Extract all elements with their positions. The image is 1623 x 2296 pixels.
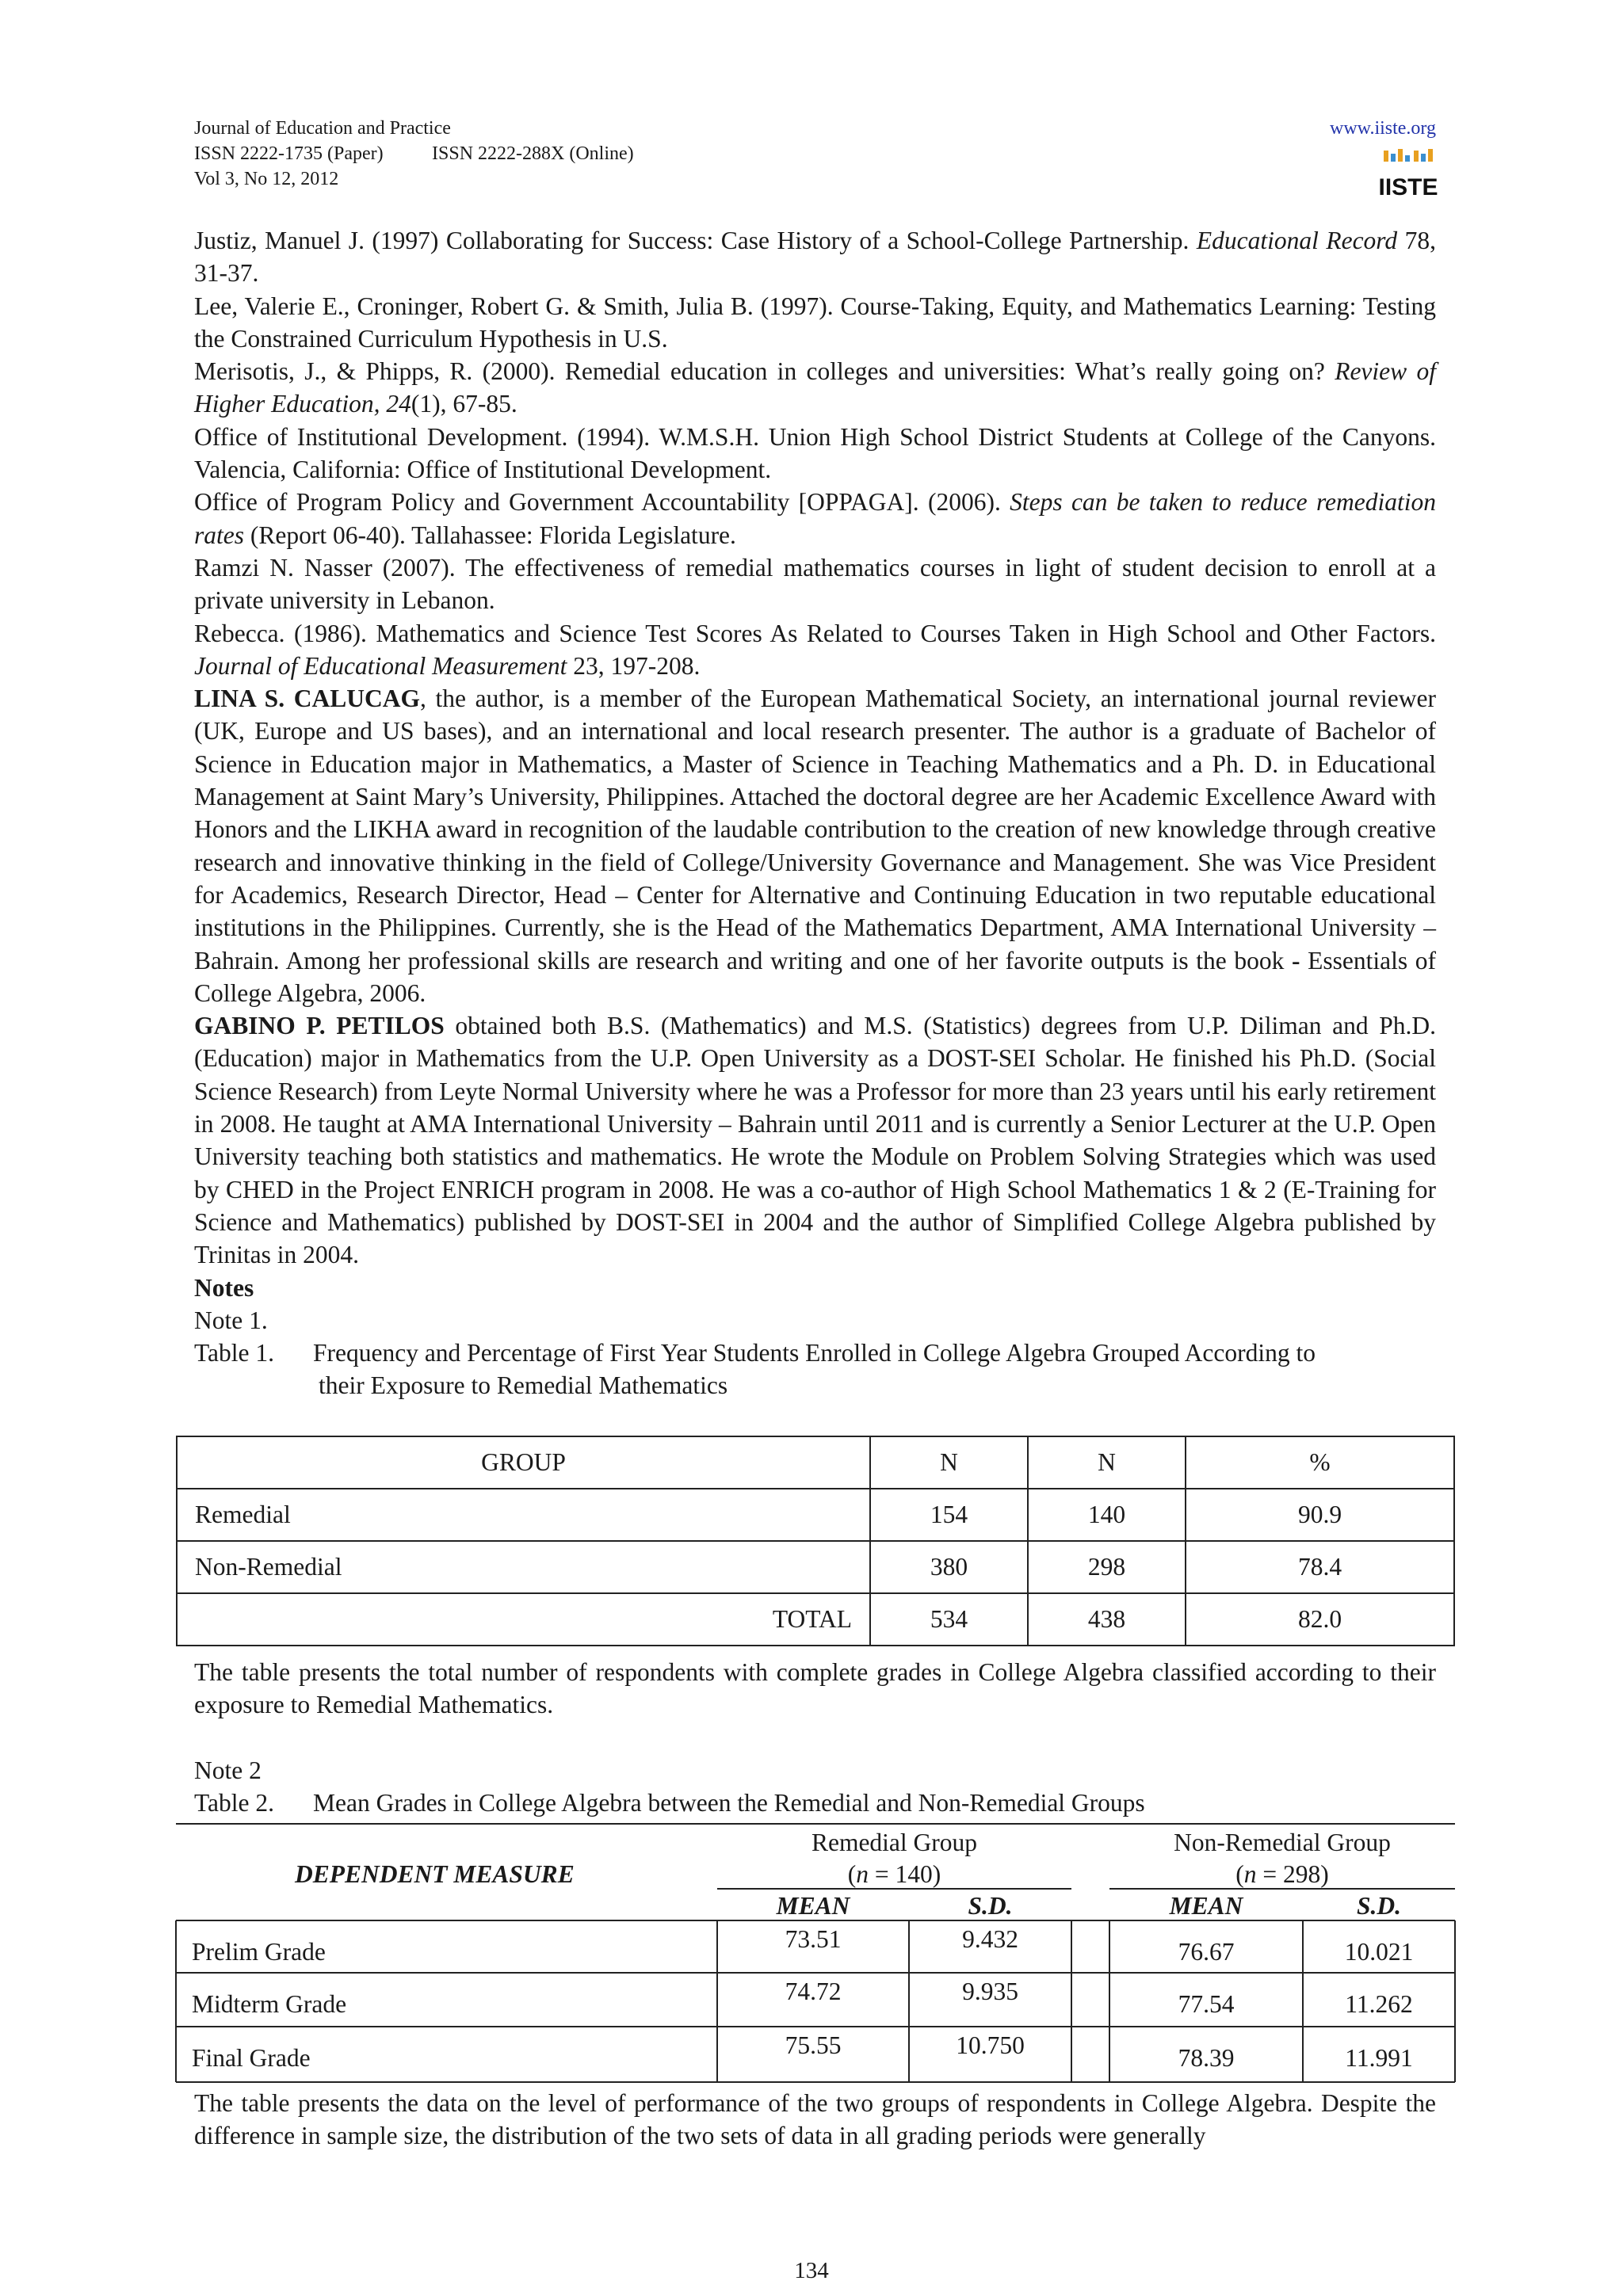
table1-caption: Table 1. Frequency and Percentage of First Year Students Enrolled in College Algebra Grouped According to their Exposure to Remedial Mathematics: [194, 1337, 1436, 1402]
issn-paper: ISSN 2222-1735 (Paper): [194, 143, 384, 164]
row-label: Prelim Grade: [192, 1938, 326, 1966]
logo-text: IISTE: [1378, 174, 1438, 200]
table2-label: Table 2.: [194, 1789, 275, 1817]
cell: 77.54: [1178, 1990, 1235, 2018]
page-number: 134: [794, 2258, 829, 2283]
cell: 11.991: [1345, 2044, 1413, 2072]
group2-header: Non-Remedial Group (n = 298): [1174, 1829, 1391, 1888]
reference-5: Office of Program Policy and Government Accountability [OPPAGA]. (2006). Steps can be taken to reduce remediation rates (Report 06-40). Tallahassee: Florida Legislature.: [194, 488, 1437, 549]
table-row: [177, 1541, 1454, 1593]
reference-6: Ramzi N. Nasser (2007). The effectiveness of remedial mathematics courses in light of student decision to enroll at a private university in Lebanon.: [194, 553, 1436, 615]
cell: 90.9: [1186, 1489, 1454, 1541]
cell: 78.4: [1186, 1541, 1454, 1593]
cell: 78.39: [1178, 2044, 1235, 2072]
row-label: Final Grade: [192, 2044, 311, 2072]
issn-online: ISSN 2222-288X (Online): [432, 143, 634, 164]
author-bio-calucag: LINA S. CALUCAG, the author, is a member of the European Mathematical Society, an international journal reviewer (UK, Europe and US bases), and an international and local research presenter. The author is a graduate of Bachelor of Science in Education major in Mathematics, a Master of Science in Teaching Mathematics and a Ph. D. in Educational Management at Saint Mary’s University, Philippines. Attached the doctoral degree are her Academic Excellence Award with Honors and the LIKHA award in recognition of the laudable contribution to the creation of new knowledge through creative research and innovative thinking in the field of College/University Governance and Management. She was Vice President for Academics, Research Director, Head – Center for Alternative and Continuing Education in two reputable educational institutions in the Philippines. Currently, she is the Head of the Mathematics Department, AMA International University – Bahrain. Among her professional skills are research and writing and one of her favorite outputs is the book - Essentials of College Algebra, 2006.: [194, 685, 1436, 1007]
header-cell: GROUP: [177, 1436, 870, 1489]
issn-line: [194, 141, 634, 166]
reference-3: Merisotis, J., & Phipps, R. (2000). Remedial education in colleges and universities: What’s really going on? Review of Higher Education, 24(1), 67-85.: [194, 357, 1436, 418]
cell: 154: [870, 1489, 1028, 1541]
table-header-row: [177, 1436, 1454, 1489]
journal-header: [194, 116, 634, 192]
table-1: [176, 1436, 1455, 1646]
table-2: [176, 1822, 1455, 2084]
sd-header: S.D.: [1356, 1892, 1402, 1920]
note-1-label: Note 1.: [194, 1306, 268, 1334]
dep-measure-header: DEPENDENT MEASURE: [295, 1860, 575, 1888]
cell: 73.51: [785, 1925, 842, 1953]
cell: 140: [1028, 1489, 1186, 1541]
mean-header: MEAN: [1169, 1892, 1243, 1920]
cell: Non-Remedial: [177, 1541, 870, 1593]
author-bio-petilos: GABINO P. PETILOS obtained both B.S. (Mathematics) and M.S. (Statistics) degrees from U.P. Diliman and Ph.D. (Education) major in Mathematics from the U.P. Open University as a DOST-SEI Scholar. He finished his Ph.D. (Social Science Research) from Leyte Normal University where he was a Professor for more than 23 years until his early retirement in 2008. He taught at AMA International University – Bahrain until 2011 and is currently a Senior Lecturer at the U.P. Open University teaching both statistics and mathematics. He wrote the Module on Problem Solving Strategies which was used by CHED in the Project ENRICH program in 2008. He was a co-author of High School Mathematics 1 & 2 (E-Training for Science and Mathematics) published by DOST-SEI in 2004 and the author of Simplified College Algebra published by Trinitas in 2004.: [194, 1012, 1436, 1269]
cell: 534: [870, 1593, 1028, 1646]
row-label: Midterm Grade: [192, 1990, 347, 2018]
cell: 82.0: [1186, 1593, 1454, 1646]
cell: 380: [870, 1541, 1028, 1593]
mean-header: MEAN: [776, 1892, 850, 1920]
volume-info: Vol 3, No 12, 2012: [194, 169, 339, 189]
header-cell: N: [870, 1436, 1028, 1489]
cell: TOTAL: [177, 1593, 870, 1646]
body-text: [194, 224, 1436, 1402]
cell: 74.72: [785, 1978, 842, 2005]
journal-title: Journal of Education and Practice: [194, 118, 451, 139]
table-row: [177, 1489, 1454, 1541]
table2-caption: Table 2. Mean Grades in College Algebra between the Remedial and Non-Remedial Groups: [194, 1787, 1145, 1819]
sd-header: S.D.: [968, 1892, 1013, 1920]
table-total-row: [177, 1593, 1454, 1646]
cell: 75.55: [785, 2031, 842, 2059]
cell: 298: [1028, 1541, 1186, 1593]
author-name: LINA S. CALUCAG: [194, 685, 420, 713]
reference-1: Justiz, Manuel J. (1997) Collaborating for Success: Case History of a School-College Partnership. Educational Record 78, 31-37.: [194, 227, 1436, 288]
note-2-label: Note 2: [194, 1756, 262, 1784]
cell: 11.262: [1345, 1990, 1413, 2018]
header-cell: N: [1028, 1436, 1186, 1489]
cell: 438: [1028, 1593, 1186, 1646]
reference-4: Office of Institutional Development. (1994). W.M.S.H. Union High School District Students at College of the Canyons. Valencia, California: Office of Institutional Development.: [194, 422, 1436, 484]
reference-2: Lee, Valerie E., Croninger, Robert G. & Smith, Julia B. (1997). Course-Taking, Equity, and Mathematics Learning: Testing the Constrained Curriculum Hypothesis in U.S.: [194, 292, 1436, 353]
iiste-logo: [1378, 147, 1438, 200]
journal-url-link[interactable]: www.iiste.org: [1330, 118, 1436, 139]
cell: 76.67: [1178, 1938, 1235, 1966]
cell: 9.432: [962, 1925, 1018, 1953]
iiste-logo-icon: [1378, 147, 1438, 200]
notes-heading: Notes: [194, 1273, 254, 1302]
group1-header: Remedial Group (n = 140): [811, 1829, 978, 1888]
cell: 9.935: [962, 1978, 1018, 2005]
table1-label: Table 1.: [194, 1339, 275, 1367]
author-name: GABINO P. PETILOS: [194, 1012, 445, 1040]
table2-description: The table presents the data on the level of performance of the two groups of respondents in College Algebra. Despite the difference in sample size, the distribution of the two sets of data in all grading periods were generally: [194, 2089, 1436, 2150]
cell: 10.750: [956, 2031, 1025, 2059]
table1-description: The table presents the total number of respondents with complete grades in College Algebra classified according to their exposure to Remedial Mathematics.: [194, 1658, 1436, 1719]
cell: Remedial: [177, 1489, 870, 1541]
header-cell: %: [1186, 1436, 1454, 1489]
cell: 10.021: [1344, 1938, 1414, 1966]
reference-7: Rebecca. (1986). Mathematics and Science Test Scores As Related to Courses Taken in High School and Other Factors. Journal of Educational Measurement 23, 197-208.: [194, 619, 1436, 680]
